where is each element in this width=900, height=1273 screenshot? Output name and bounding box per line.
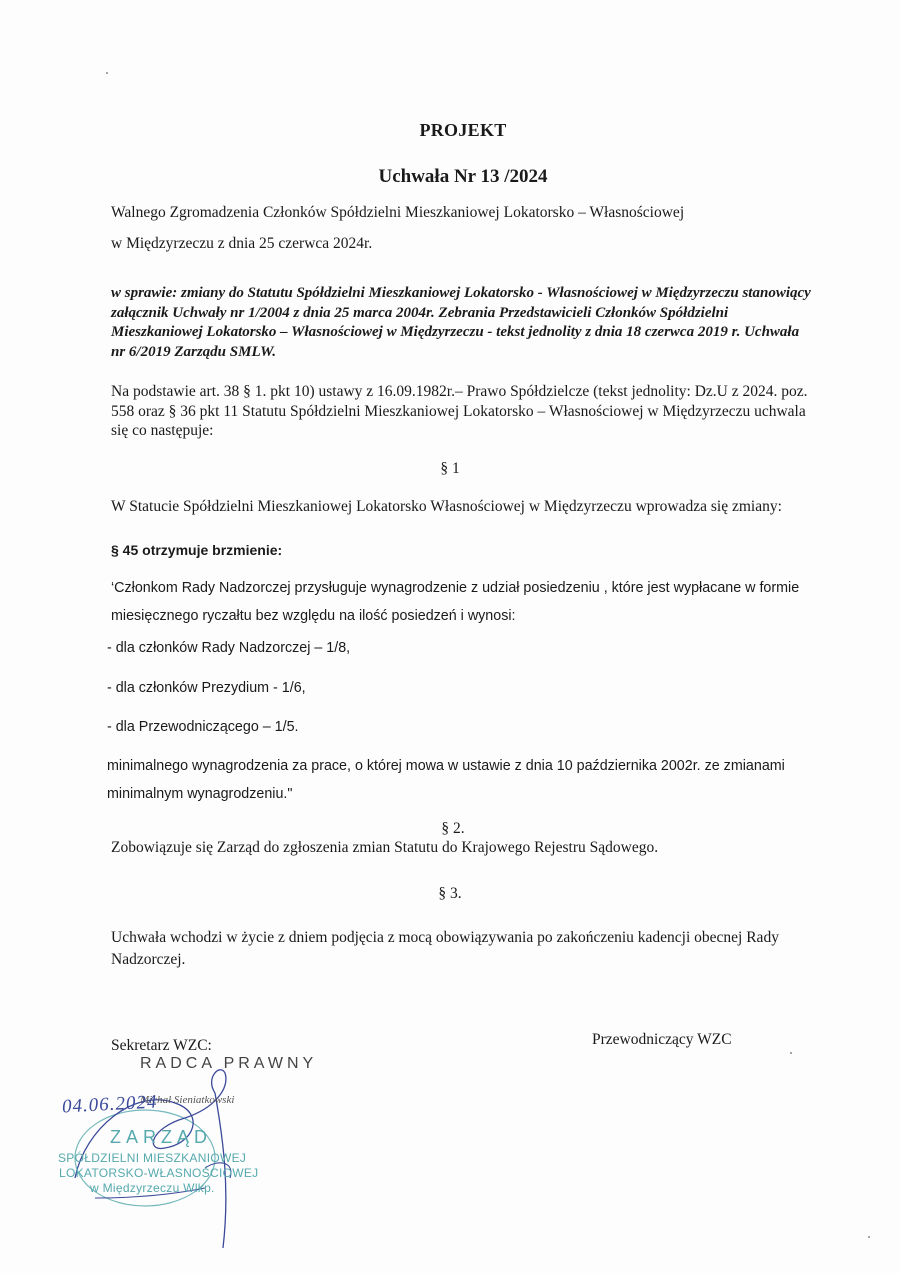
- intro: [111, 197, 811, 259]
- handwritten-date: 04.06.2024: [61, 1091, 158, 1118]
- section-3-heading: § 3.: [438, 885, 462, 902]
- chair-label: Przewodniczący WZC: [592, 1031, 732, 1048]
- legal-basis: Na podstawie art. 38 § 1. pkt 10) ustawy z 16.09.1982r.– Prawo Spółdzielcze (tekst jednolity: Dz.U z 2024. poz. 558 oraz § 36 pkt 11 Statutu Spółdzielni Mieszkaniowej Lokatorsko – Własnościowej w Międzyrzeczu uchwala się co następuje:: [111, 383, 808, 439]
- article-45-quote-intro: ‘Członkom Rady Nadzorczej przysługuje wynagrodzenie z udział posiedzeniu , które jest wypłacane w formie miesięcznego ryczałtu bez względu na ilość posiedzeń i wynosi:: [111, 580, 800, 624]
- intro-line-1: Walnego Zgromadzenia Członków Spółdzielni Mieszkaniowej Lokatorsko – Własnościowej: [111, 204, 685, 221]
- scan-speck: [868, 1236, 870, 1238]
- intro-line-2: w Międzyrzeczu z dnia 25 czerwca 2024r.: [111, 235, 373, 252]
- list-item: - dla członków Rady Nadzorczej – 1/8,: [107, 640, 351, 656]
- list-item: - dla Przewodniczącego – 1/5.: [107, 719, 299, 735]
- section-3-text: Uchwała wchodzi w życie z dniem podjęcia z mocą obowiązywania po zakończeniu kadencji obecnej Rady Nadzorczej.: [111, 929, 779, 968]
- board-stamp-line-1: ZARZĄD: [110, 1127, 212, 1147]
- board-stamp-line-3: LOKATORSKO-WŁASNOŚCIOWEJ: [59, 1166, 259, 1180]
- resolution-subject: w sprawie: zmiany do Statutu Spółdzielni Mieszkaniowej Lokatorsko - Własnościowej w Międzyrzeczu stanowiący załącznik Uchwały nr 1/2004 z dnia 25 marca 2004r. Zebrania Przedstawicieli Członków Spółdzielni Mieszkaniowej Lokatorsko – Własnościowej w Międzyrzeczu - tekst jednolity z dnia 18 czerwca 2019 r. Uchwała nr 6/2019 Zarządu SMLW.: [111, 285, 811, 360]
- document-title: Uchwała Nr 13 /2024: [378, 166, 548, 187]
- section-2-heading: § 2.: [441, 820, 465, 837]
- legal-advisor-stamp-title: RADCA PRAWNY: [140, 1055, 318, 1072]
- section-1-text: W Statucie Spółdzielni Mieszkaniowej Lokatorsko Własnościowej w Międzyrzeczu wprowadza się zmiany:: [111, 498, 782, 515]
- section-2-text: Zobowiązuje się Zarząd do zgłoszenia zmian Statutu do Krajowego Rejestru Sądowego.: [111, 839, 659, 856]
- board-stamp-line-4: w Międzyrzeczu Wlkp.: [90, 1181, 215, 1195]
- scan-speck: [106, 72, 108, 74]
- secretary-label: Sekretarz WZC:: [111, 1037, 212, 1054]
- scan-speck: [790, 1052, 792, 1054]
- board-stamp-line-2: SPÓŁDZIELNI MIESZKANIOWEJ: [58, 1151, 247, 1165]
- article-45-quote-end: minimalnego wynagrodzenia za prace, o której mowa w ustawie z dnia 10 października 2002r. ze zmianami minimalnym wynagrodzeniu.": [107, 758, 785, 802]
- legal-advisor-stamp-name: Michał Sieniatkowski: [140, 1094, 235, 1106]
- section-1-heading: § 1: [440, 460, 460, 477]
- list-item: - dla członków Prezydium - 1/6,: [107, 680, 306, 696]
- article-45-heading: § 45 otrzymuje brzmienie:: [111, 542, 283, 558]
- document-label: PROJEKT: [419, 120, 507, 140]
